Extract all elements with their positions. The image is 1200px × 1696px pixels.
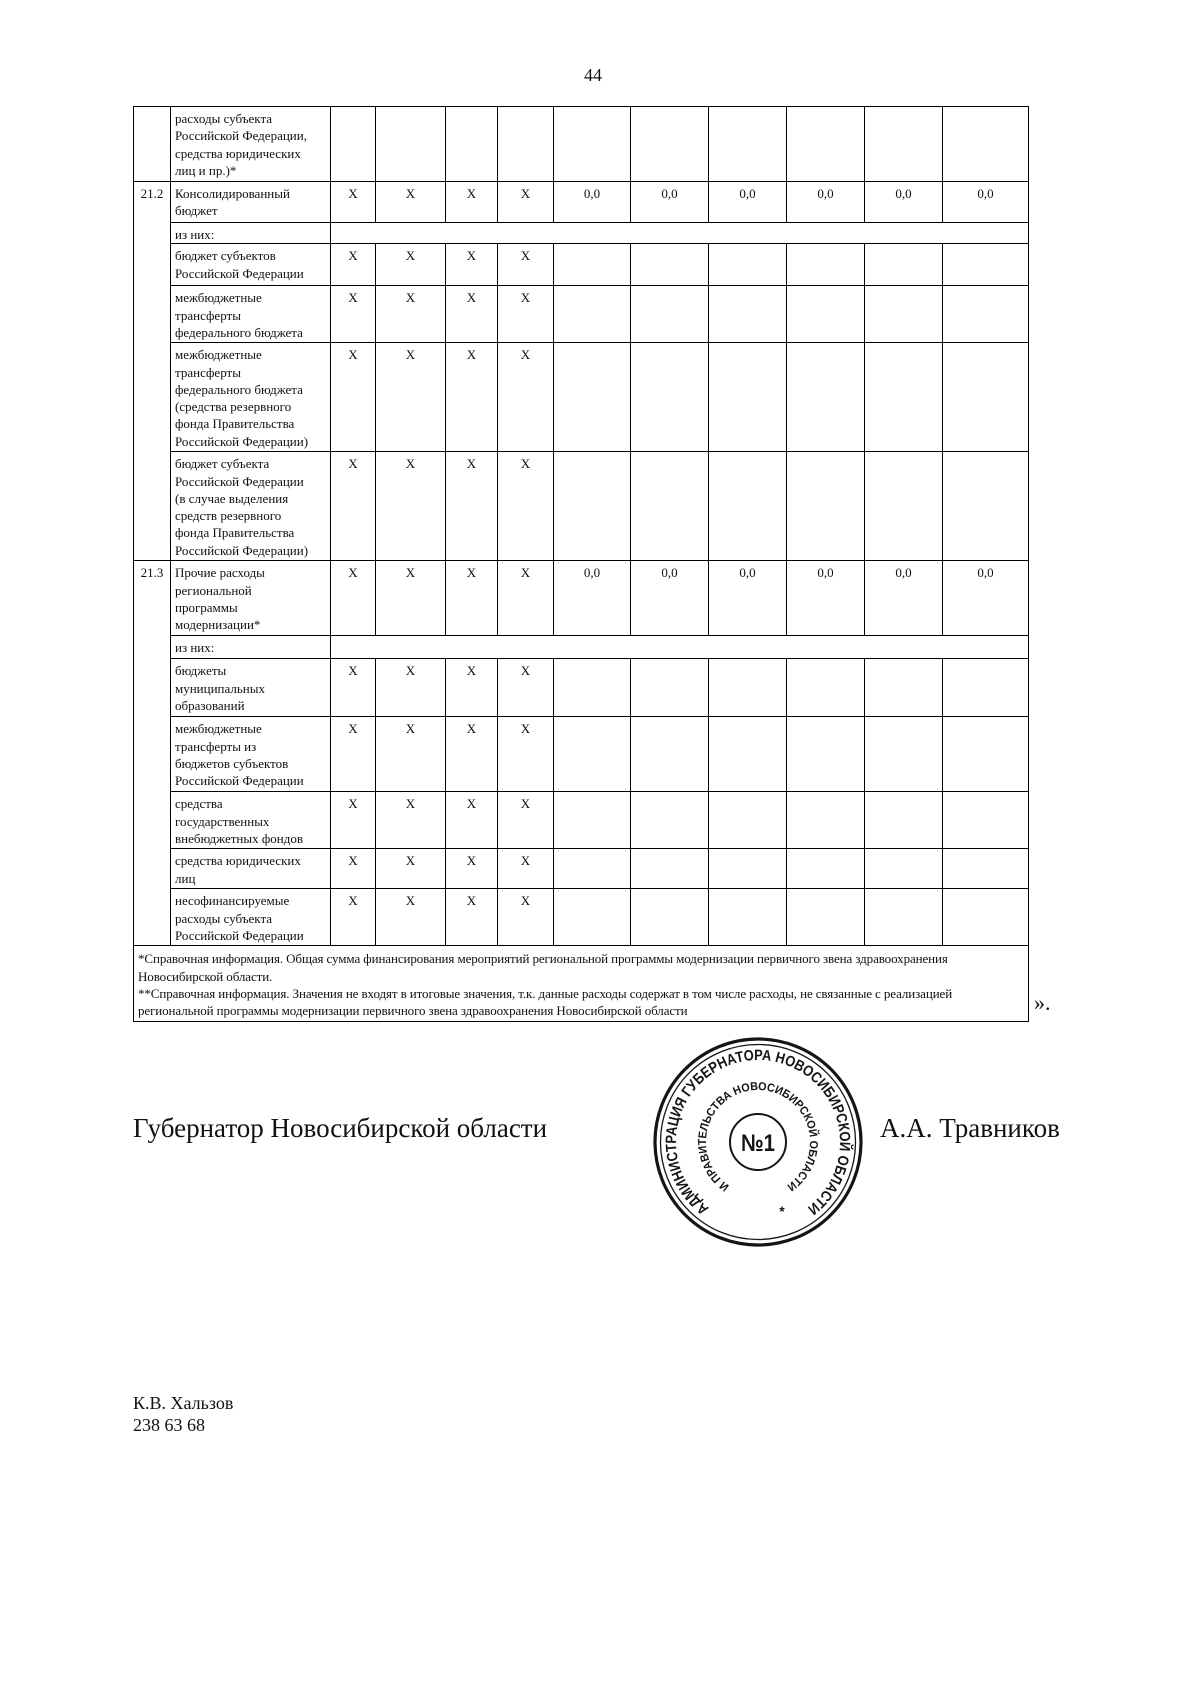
executor-phone: 238 63 68 <box>133 1415 205 1435</box>
row-label-cell: бюджет субъекта Российской Федерации (в случае выделения средств резервного фонда Правительства Российской Федерации) <box>171 452 331 561</box>
value-cell: 0,0 <box>787 182 865 223</box>
table-row <box>134 244 1029 286</box>
table-row <box>134 343 1029 452</box>
table-row <box>134 659 1029 717</box>
cross-mark-cell: Х <box>446 343 498 452</box>
table-row <box>134 636 1029 659</box>
table-row <box>134 792 1029 849</box>
row-number-cell: 21.3 <box>134 561 171 946</box>
cross-mark-cell: Х <box>446 561 498 636</box>
table-body <box>134 107 1029 946</box>
value-cell <box>631 286 709 343</box>
row-label-cell: бюджеты муниципальных образований <box>171 659 331 717</box>
cross-mark-cell: Х <box>498 343 554 452</box>
row-label-cell: расходы субъекта Российской Федерации, средства юридических лиц и пр.)* <box>171 107 331 182</box>
signatory-position: Губернатор Новосибирской области <box>133 1113 548 1143</box>
footnote-row <box>134 946 1029 1022</box>
value-cell <box>554 452 631 561</box>
value-cell <box>554 849 631 889</box>
table-row <box>134 889 1029 946</box>
cross-mark-cell: Х <box>446 849 498 889</box>
page-number: 44 <box>584 65 602 85</box>
closing-quote: ». <box>1034 990 1051 1015</box>
cross-mark-cell: Х <box>331 717 376 792</box>
row-label-cell: межбюджетные трансферты федерального бюджета (средства резервного фонда Правительства Российской Федерации) <box>171 343 331 452</box>
value-cell <box>554 244 631 286</box>
cross-mark-cell: Х <box>331 452 376 561</box>
cross-mark-cell <box>331 107 376 182</box>
row-label-cell: из них: <box>171 636 331 659</box>
cross-mark-cell: Х <box>376 792 446 849</box>
value-cell <box>943 889 1029 946</box>
value-cell <box>865 343 943 452</box>
cross-mark-cell: Х <box>331 561 376 636</box>
value-cell <box>943 343 1029 452</box>
value-cell: 0,0 <box>631 561 709 636</box>
value-cell <box>709 286 787 343</box>
row-number-cell: 21.2 <box>134 182 171 561</box>
value-cell <box>943 452 1029 561</box>
table-row <box>134 452 1029 561</box>
value-cell <box>865 452 943 561</box>
row-number-cell <box>134 107 171 182</box>
value-cell <box>631 889 709 946</box>
value-cell <box>554 889 631 946</box>
cross-mark-cell: Х <box>498 244 554 286</box>
merged-empty-cell <box>331 223 1029 244</box>
value-cell: 0,0 <box>631 182 709 223</box>
cross-mark-cell: Х <box>331 182 376 223</box>
row-label-cell: межбюджетные трансферты федерального бюджета <box>171 286 331 343</box>
table-row <box>134 107 1029 182</box>
seal-star-mark: * <box>779 1203 785 1219</box>
cross-mark-cell: Х <box>376 244 446 286</box>
row-label-cell: из них: <box>171 223 331 244</box>
cross-mark-cell: Х <box>498 792 554 849</box>
value-cell <box>631 244 709 286</box>
seal-inner-text: И ПРАВИТЕЛЬСТВА НОВОСИБИРСКОЙ ОБЛАСТИ <box>696 1080 820 1194</box>
value-cell: 0,0 <box>865 561 943 636</box>
cross-mark-cell: Х <box>498 182 554 223</box>
value-cell <box>554 343 631 452</box>
cross-mark-cell: Х <box>331 659 376 717</box>
cross-mark-cell: Х <box>376 659 446 717</box>
value-cell <box>865 889 943 946</box>
value-cell <box>554 107 631 182</box>
cross-mark-cell: Х <box>446 717 498 792</box>
value-cell <box>865 792 943 849</box>
footnote-line: *Справочная информация. Общая сумма финансирования мероприятий региональной программы модернизации первичного звена здравоохранения <box>138 951 948 967</box>
value-cell <box>709 244 787 286</box>
merged-empty-cell <box>331 636 1029 659</box>
value-cell <box>709 343 787 452</box>
cross-mark-cell: Х <box>376 889 446 946</box>
value-cell <box>943 244 1029 286</box>
value-cell <box>709 107 787 182</box>
cross-mark-cell: Х <box>376 717 446 792</box>
value-cell <box>787 452 865 561</box>
cross-mark-cell: Х <box>446 889 498 946</box>
value-cell: 0,0 <box>709 182 787 223</box>
cross-mark-cell: Х <box>498 717 554 792</box>
value-cell <box>865 659 943 717</box>
cross-mark-cell: Х <box>498 561 554 636</box>
cross-mark-cell: Х <box>376 182 446 223</box>
table-row <box>134 717 1029 792</box>
footnote-line: Новосибирской области. <box>138 968 273 984</box>
value-cell <box>709 849 787 889</box>
seal-center-number: №1 <box>741 1130 775 1157</box>
table-row <box>134 849 1029 889</box>
footnote-line: **Справочная информация. Значения не входят в итоговые значения, т.к. данные расходы содержат в том числе расходы, не связанные с реализацией <box>138 985 953 1001</box>
value-cell <box>631 792 709 849</box>
value-cell <box>787 889 865 946</box>
value-cell <box>554 717 631 792</box>
cross-mark-cell: Х <box>446 452 498 561</box>
row-label-cell: межбюджетные трансферты из бюджетов субъектов Российской Федерации <box>171 717 331 792</box>
value-cell <box>787 286 865 343</box>
value-cell <box>943 792 1029 849</box>
financing-table <box>133 106 1029 1022</box>
value-cell <box>943 849 1029 889</box>
value-cell <box>709 659 787 717</box>
value-cell <box>787 343 865 452</box>
value-cell: 0,0 <box>787 561 865 636</box>
value-cell <box>631 849 709 889</box>
value-cell <box>943 717 1029 792</box>
value-cell <box>943 107 1029 182</box>
value-cell <box>943 659 1029 717</box>
value-cell <box>554 792 631 849</box>
cross-mark-cell: Х <box>331 889 376 946</box>
cross-mark-cell: Х <box>331 792 376 849</box>
row-label-cell: бюджет субъектов Российской Федерации <box>171 244 331 286</box>
footnote-cell <box>134 946 1029 1022</box>
row-label-cell: Консолидированный бюджет <box>171 182 331 223</box>
value-cell <box>709 717 787 792</box>
value-cell <box>787 849 865 889</box>
table-row <box>134 561 1029 636</box>
value-cell: 0,0 <box>554 561 631 636</box>
cross-mark-cell: Х <box>446 792 498 849</box>
table-row <box>134 182 1029 223</box>
value-cell <box>631 107 709 182</box>
table-row <box>134 223 1029 244</box>
cross-mark-cell <box>376 107 446 182</box>
value-cell <box>631 343 709 452</box>
row-label-cell: несофинансируемые расходы субъекта Российской Федерации <box>171 889 331 946</box>
value-cell <box>709 452 787 561</box>
value-cell <box>631 452 709 561</box>
cross-mark-cell: Х <box>498 286 554 343</box>
cross-mark-cell: Х <box>446 182 498 223</box>
cross-mark-cell: Х <box>446 659 498 717</box>
value-cell <box>787 244 865 286</box>
cross-mark-cell: Х <box>331 849 376 889</box>
seal-outer-text: АДМИНИСТРАЦИЯ ГУБЕРНАТОРА НОВОСИБИРСКОЙ ОБЛАСТИ <box>662 1046 854 1219</box>
table-footnotes <box>134 946 1029 1022</box>
value-cell <box>631 659 709 717</box>
row-label-cell: Прочие расходы региональной программы модернизации* <box>171 561 331 636</box>
value-cell <box>865 107 943 182</box>
value-cell: 0,0 <box>943 182 1029 223</box>
value-cell <box>709 792 787 849</box>
value-cell <box>943 286 1029 343</box>
value-cell: 0,0 <box>709 561 787 636</box>
value-cell <box>787 107 865 182</box>
value-cell <box>554 659 631 717</box>
signatory-name: А.А. Травников <box>880 1113 1060 1143</box>
value-cell: 0,0 <box>554 182 631 223</box>
cross-mark-cell: Х <box>331 286 376 343</box>
cross-mark-cell: Х <box>331 244 376 286</box>
value-cell <box>787 659 865 717</box>
cross-mark-cell: Х <box>498 849 554 889</box>
value-cell <box>865 717 943 792</box>
table-row <box>134 286 1029 343</box>
row-label-cell: средства государственных внебюджетных фондов <box>171 792 331 849</box>
value-cell: 0,0 <box>865 182 943 223</box>
cross-mark-cell: Х <box>376 286 446 343</box>
executor-name: К.В. Хальзов <box>133 1393 234 1413</box>
value-cell <box>865 244 943 286</box>
cross-mark-cell: Х <box>498 452 554 561</box>
cross-mark-cell: Х <box>376 561 446 636</box>
cross-mark-cell <box>498 107 554 182</box>
cross-mark-cell: Х <box>446 286 498 343</box>
value-cell: 0,0 <box>943 561 1029 636</box>
cross-mark-cell: Х <box>331 343 376 452</box>
value-cell <box>865 286 943 343</box>
cross-mark-cell: Х <box>376 849 446 889</box>
cross-mark-cell: Х <box>376 452 446 561</box>
value-cell <box>631 717 709 792</box>
value-cell <box>554 286 631 343</box>
row-label-cell: средства юридических лиц <box>171 849 331 889</box>
value-cell <box>865 849 943 889</box>
value-cell <box>709 889 787 946</box>
footnote-line: региональной программы модернизации первичного звена здравоохранения Новосибирской области <box>138 1003 688 1019</box>
value-cell <box>787 792 865 849</box>
cross-mark-cell: Х <box>376 343 446 452</box>
cross-mark-cell: Х <box>498 889 554 946</box>
cross-mark-cell: Х <box>446 244 498 286</box>
official-seal <box>650 1034 866 1250</box>
value-cell <box>787 717 865 792</box>
cross-mark-cell: Х <box>498 659 554 717</box>
cross-mark-cell <box>446 107 498 182</box>
